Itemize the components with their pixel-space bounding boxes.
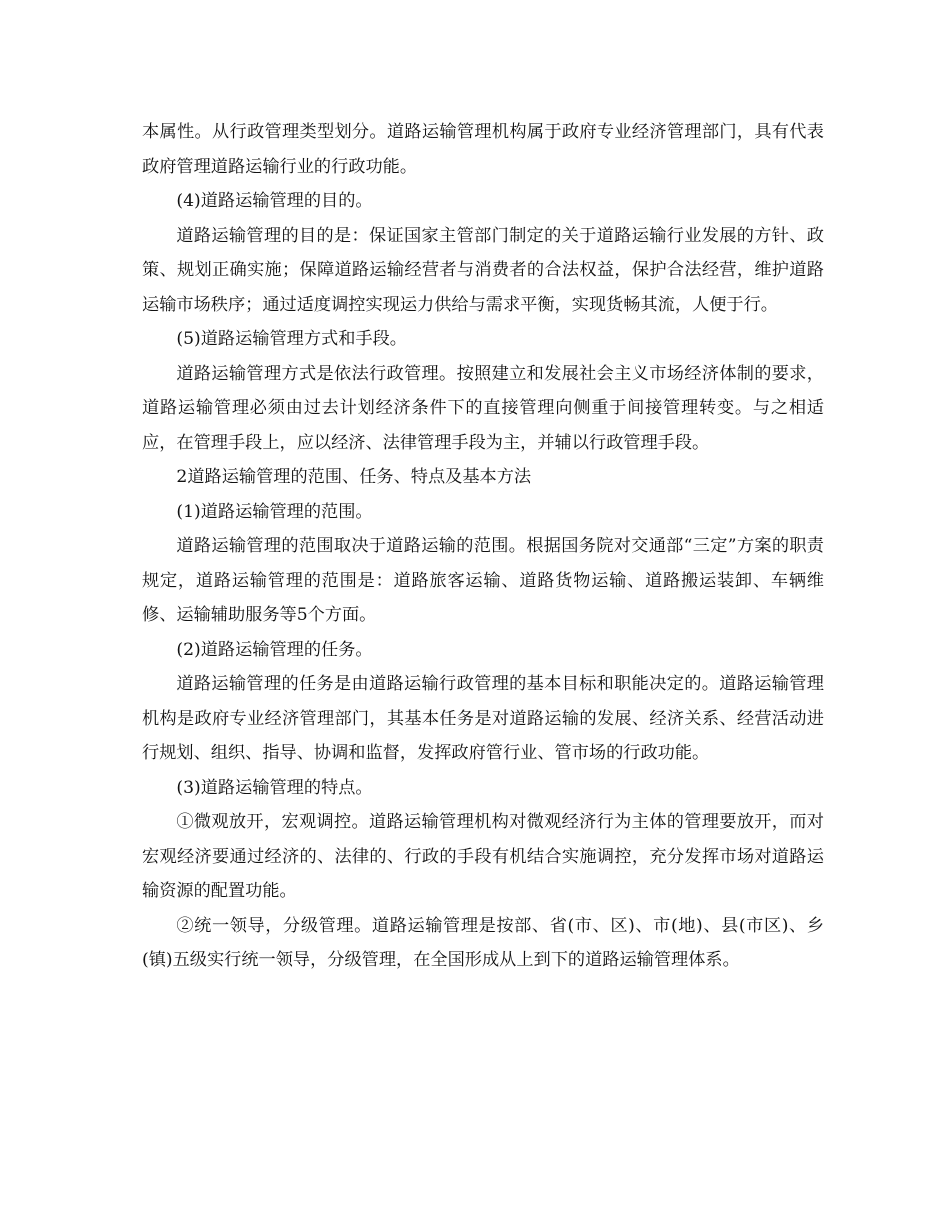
- paragraph-tasks: 道路运输管理的任务是由道路运输行政管理的基本目标和职能决定的。道路运输管理机构是政府专业经济管理部门，其基本任务是对道路运输的发展、经济关系、经营活动进行规划、组织、指导、协调和监督，发挥政府管行业、管市场的行政功能。: [142, 674, 824, 763]
- paragraph-feature-2: ②统一领导，分级管理。道路运输管理是按部、省(市、区)、市(地)、县(市区)、乡(镇)五级实行统一领导，分级管理，在全国形成从上到下的道路运输管理体系。: [142, 915, 824, 970]
- paragraph-scope: 道路运输管理的范围取决于道路运输的范围。根据国务院对交通部“三定”方案的职责规定，道路运输管理的范围是：道路旅客运输、道路货物运输、道路搬运装卸、车辆维修、运输辅助服务等5个方面。: [142, 536, 824, 625]
- heading-methods: (5)道路运输管理方式和手段。: [176, 329, 407, 349]
- heading-scope: (1)道路运输管理的范围。: [176, 501, 373, 522]
- heading-purpose: (4)道路运输管理的目的。: [176, 191, 373, 211]
- paragraph-1: 本属性。从行政管理类型划分。道路运输管理机构属于政府专业经济管理部门，具有代表政府管理道路运输行业的行政功能。: [142, 122, 824, 177]
- document-body: [142, 115, 824, 978]
- heading-tasks: (2)道路运输管理的任务。: [176, 639, 373, 660]
- heading-features: (3)道路运输管理的特点。: [176, 777, 373, 798]
- paragraph-purpose: 道路运输管理的目的是：保证国家主管部门制定的关于道路运输行业发展的方针、政策、规划正确实施；保障道路运输经营者与消费者的合法权益，保护合法经营，维护道路运输市场秩序；通过适度调控实现运力供给与需求平衡，实现货畅其流，人便于行。: [142, 225, 824, 315]
- paragraph-methods: 道路运输管理方式是依法行政管理。按照建立和发展社会主义市场经济体制的要求，道路运输管理必须由过去计划经济条件下的直接管理向侧重于间接管理转变。与之相适应，在管理手段上，应以经济、法律管理手段为主，并辅以行政管理手段。: [142, 363, 824, 453]
- section-heading-2: 2道路运输管理的范围、任务、特点及基本方法: [176, 467, 532, 487]
- paragraph-feature-1: ①微观放开，宏观调控。道路运输管理机构对微观经济行为主体的管理要放开，而对宏观经济要通过经济的、法律的、行政的手段有机结合实施调控，充分发挥市场对道路运输资源的配置功能。: [142, 812, 824, 901]
